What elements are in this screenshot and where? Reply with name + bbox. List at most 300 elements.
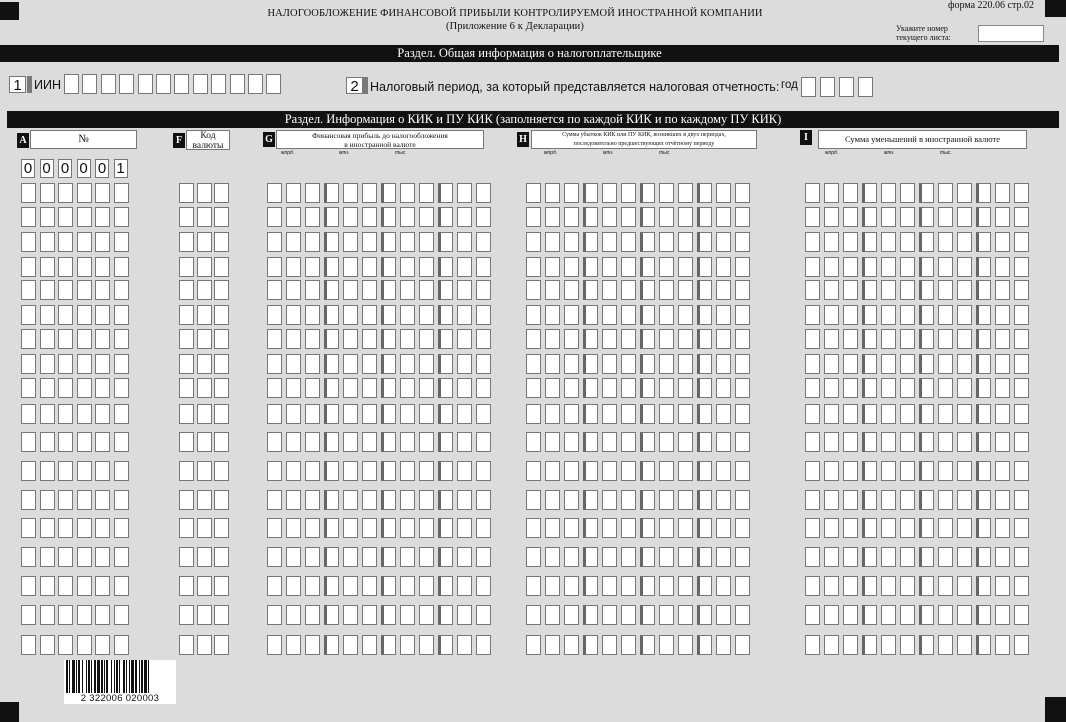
losses-amount-cell[interactable]: [716, 635, 731, 655]
reductions-amount-cell[interactable]: [995, 305, 1010, 325]
losses-amount-cell[interactable]: [526, 305, 541, 325]
reductions-amount-cell[interactable]: [1014, 207, 1029, 227]
losses-amount-cell[interactable]: [564, 635, 579, 655]
reductions-amount-cell[interactable]: [995, 635, 1010, 655]
financial-profit-cell[interactable]: [324, 432, 339, 452]
currency-code-cell[interactable]: [179, 207, 194, 227]
row-number-cell[interactable]: [58, 183, 73, 203]
financial-profit-cell[interactable]: [438, 183, 453, 203]
row-number-cell[interactable]: [77, 305, 92, 325]
reductions-amount-cell[interactable]: [938, 329, 953, 349]
currency-code-cell[interactable]: [214, 518, 229, 538]
losses-amount-cell[interactable]: [583, 518, 598, 538]
losses-amount-cell[interactable]: [602, 432, 617, 452]
reductions-amount-cell[interactable]: [957, 432, 972, 452]
losses-amount-cell[interactable]: [678, 404, 693, 424]
financial-profit-cell[interactable]: [362, 576, 377, 596]
reductions-amount-cell[interactable]: [824, 518, 839, 538]
reductions-amount-cell[interactable]: [881, 576, 896, 596]
row-number-cell[interactable]: [58, 207, 73, 227]
financial-profit-cell[interactable]: [343, 490, 358, 510]
reductions-amount-cell[interactable]: [900, 605, 915, 625]
reductions-amount-cell[interactable]: [957, 635, 972, 655]
reductions-amount-cell[interactable]: [995, 518, 1010, 538]
reductions-amount-cell[interactable]: [843, 490, 858, 510]
year-digit-cell[interactable]: [801, 77, 816, 97]
row-number-cell[interactable]: [40, 635, 55, 655]
financial-profit-cell[interactable]: [438, 490, 453, 510]
reductions-amount-cell[interactable]: [976, 404, 991, 424]
row-number-cell[interactable]: [114, 404, 129, 424]
reductions-amount-cell[interactable]: [805, 232, 820, 252]
financial-profit-cell[interactable]: [305, 605, 320, 625]
financial-profit-cell[interactable]: [381, 183, 396, 203]
row-number-cell[interactable]: [114, 635, 129, 655]
financial-profit-cell[interactable]: [381, 432, 396, 452]
reductions-amount-cell[interactable]: [900, 232, 915, 252]
reductions-amount-cell[interactable]: [995, 183, 1010, 203]
financial-profit-cell[interactable]: [476, 280, 491, 300]
reductions-amount-cell[interactable]: [919, 432, 934, 452]
reductions-amount-cell[interactable]: [976, 232, 991, 252]
currency-code-cell[interactable]: [179, 354, 194, 374]
row-number-cell[interactable]: [58, 490, 73, 510]
reductions-amount-cell[interactable]: [938, 518, 953, 538]
reductions-amount-cell[interactable]: [862, 605, 877, 625]
reductions-amount-cell[interactable]: [805, 635, 820, 655]
row-number-cell[interactable]: [95, 257, 110, 277]
row-number-cell[interactable]: [40, 432, 55, 452]
reductions-amount-cell[interactable]: [957, 461, 972, 481]
row-number-cell[interactable]: [21, 378, 36, 398]
losses-amount-cell[interactable]: [526, 547, 541, 567]
financial-profit-cell[interactable]: [343, 183, 358, 203]
losses-amount-cell[interactable]: [735, 547, 750, 567]
iin-digit-cell[interactable]: [156, 74, 171, 94]
losses-amount-cell[interactable]: [640, 490, 655, 510]
financial-profit-cell[interactable]: [438, 518, 453, 538]
losses-amount-cell[interactable]: [735, 305, 750, 325]
losses-amount-cell[interactable]: [564, 305, 579, 325]
losses-amount-cell[interactable]: [697, 576, 712, 596]
financial-profit-cell[interactable]: [286, 605, 301, 625]
reductions-amount-cell[interactable]: [976, 547, 991, 567]
currency-code-cell[interactable]: [197, 605, 212, 625]
reductions-amount-cell[interactable]: [957, 305, 972, 325]
losses-amount-cell[interactable]: [621, 547, 636, 567]
reductions-amount-cell[interactable]: [976, 207, 991, 227]
currency-code-cell[interactable]: [179, 329, 194, 349]
losses-amount-cell[interactable]: [659, 207, 674, 227]
financial-profit-cell[interactable]: [324, 329, 339, 349]
reductions-amount-cell[interactable]: [900, 490, 915, 510]
losses-amount-cell[interactable]: [545, 183, 560, 203]
financial-profit-cell[interactable]: [267, 257, 282, 277]
losses-amount-cell[interactable]: [526, 207, 541, 227]
losses-amount-cell[interactable]: [735, 329, 750, 349]
losses-amount-cell[interactable]: [621, 378, 636, 398]
reductions-amount-cell[interactable]: [824, 432, 839, 452]
losses-amount-cell[interactable]: [659, 305, 674, 325]
financial-profit-cell[interactable]: [400, 490, 415, 510]
row-number-cell[interactable]: [40, 461, 55, 481]
reductions-amount-cell[interactable]: [976, 305, 991, 325]
row-number-cell[interactable]: [95, 432, 110, 452]
reductions-amount-cell[interactable]: [805, 605, 820, 625]
losses-amount-cell[interactable]: [716, 207, 731, 227]
reductions-amount-cell[interactable]: [824, 576, 839, 596]
reductions-amount-cell[interactable]: [957, 354, 972, 374]
losses-amount-cell[interactable]: [659, 354, 674, 374]
financial-profit-cell[interactable]: [476, 547, 491, 567]
losses-amount-cell[interactable]: [640, 305, 655, 325]
currency-code-cell[interactable]: [197, 404, 212, 424]
financial-profit-cell[interactable]: [362, 547, 377, 567]
reductions-amount-cell[interactable]: [900, 183, 915, 203]
losses-amount-cell[interactable]: [526, 518, 541, 538]
reductions-amount-cell[interactable]: [824, 547, 839, 567]
losses-amount-cell[interactable]: [602, 490, 617, 510]
reductions-amount-cell[interactable]: [1014, 183, 1029, 203]
row-number-cell[interactable]: [77, 635, 92, 655]
row-number-cell[interactable]: [40, 305, 55, 325]
reductions-amount-cell[interactable]: [843, 305, 858, 325]
financial-profit-cell[interactable]: [267, 404, 282, 424]
losses-amount-cell[interactable]: [697, 329, 712, 349]
financial-profit-cell[interactable]: [419, 354, 434, 374]
reductions-amount-cell[interactable]: [881, 490, 896, 510]
financial-profit-cell[interactable]: [400, 329, 415, 349]
reductions-amount-cell[interactable]: [805, 354, 820, 374]
financial-profit-cell[interactable]: [305, 183, 320, 203]
row-number-cell[interactable]: [40, 404, 55, 424]
reductions-amount-cell[interactable]: [824, 404, 839, 424]
reductions-amount-cell[interactable]: [957, 404, 972, 424]
row-number-cell[interactable]: [40, 518, 55, 538]
losses-amount-cell[interactable]: [564, 280, 579, 300]
financial-profit-cell[interactable]: [400, 207, 415, 227]
currency-code-cell[interactable]: [197, 378, 212, 398]
financial-profit-cell[interactable]: [400, 404, 415, 424]
financial-profit-cell[interactable]: [419, 183, 434, 203]
financial-profit-cell[interactable]: [476, 183, 491, 203]
losses-amount-cell[interactable]: [640, 354, 655, 374]
losses-amount-cell[interactable]: [716, 432, 731, 452]
losses-amount-cell[interactable]: [716, 461, 731, 481]
financial-profit-cell[interactable]: [400, 461, 415, 481]
row-number-cell[interactable]: [58, 605, 73, 625]
reductions-amount-cell[interactable]: [976, 432, 991, 452]
losses-amount-cell[interactable]: [602, 183, 617, 203]
losses-amount-cell[interactable]: [545, 378, 560, 398]
losses-amount-cell[interactable]: [545, 461, 560, 481]
financial-profit-cell[interactable]: [343, 329, 358, 349]
currency-code-cell[interactable]: [214, 329, 229, 349]
row-number-cell[interactable]: [95, 378, 110, 398]
financial-profit-cell[interactable]: [286, 280, 301, 300]
currency-code-cell[interactable]: [214, 232, 229, 252]
financial-profit-cell[interactable]: [476, 305, 491, 325]
losses-amount-cell[interactable]: [621, 518, 636, 538]
financial-profit-cell[interactable]: [419, 232, 434, 252]
reductions-amount-cell[interactable]: [805, 378, 820, 398]
currency-code-cell[interactable]: [179, 490, 194, 510]
row-number-cell[interactable]: [95, 518, 110, 538]
losses-amount-cell[interactable]: [602, 547, 617, 567]
reductions-amount-cell[interactable]: [900, 518, 915, 538]
financial-profit-cell[interactable]: [438, 461, 453, 481]
currency-code-cell[interactable]: [179, 605, 194, 625]
losses-amount-cell[interactable]: [640, 183, 655, 203]
currency-code-cell[interactable]: [214, 280, 229, 300]
reductions-amount-cell[interactable]: [862, 257, 877, 277]
losses-amount-cell[interactable]: [545, 635, 560, 655]
losses-amount-cell[interactable]: [697, 461, 712, 481]
reductions-amount-cell[interactable]: [957, 576, 972, 596]
losses-amount-cell[interactable]: [678, 257, 693, 277]
reductions-amount-cell[interactable]: [862, 305, 877, 325]
row-number-cell[interactable]: [21, 305, 36, 325]
losses-amount-cell[interactable]: [735, 378, 750, 398]
reductions-amount-cell[interactable]: [805, 183, 820, 203]
losses-amount-cell[interactable]: [659, 547, 674, 567]
losses-amount-cell[interactable]: [678, 576, 693, 596]
currency-code-cell[interactable]: [197, 432, 212, 452]
row-number-cell[interactable]: [21, 354, 36, 374]
losses-amount-cell[interactable]: [621, 305, 636, 325]
financial-profit-cell[interactable]: [324, 547, 339, 567]
losses-amount-cell[interactable]: [545, 329, 560, 349]
losses-amount-cell[interactable]: [659, 461, 674, 481]
reductions-amount-cell[interactable]: [862, 518, 877, 538]
financial-profit-cell[interactable]: [362, 490, 377, 510]
financial-profit-cell[interactable]: [267, 547, 282, 567]
financial-profit-cell[interactable]: [419, 547, 434, 567]
row-number-cell[interactable]: [95, 183, 110, 203]
financial-profit-cell[interactable]: [438, 547, 453, 567]
reductions-amount-cell[interactable]: [1014, 378, 1029, 398]
losses-amount-cell[interactable]: [659, 490, 674, 510]
currency-code-cell[interactable]: [197, 280, 212, 300]
financial-profit-cell[interactable]: [324, 378, 339, 398]
reductions-amount-cell[interactable]: [862, 183, 877, 203]
row-number-cell[interactable]: [58, 378, 73, 398]
year-digit-cell[interactable]: [820, 77, 835, 97]
row-number-cell[interactable]: [95, 329, 110, 349]
losses-amount-cell[interactable]: [678, 183, 693, 203]
row-number-cell[interactable]: [58, 329, 73, 349]
row-number-cell[interactable]: [40, 354, 55, 374]
losses-amount-cell[interactable]: [735, 576, 750, 596]
losses-amount-cell[interactable]: [602, 605, 617, 625]
financial-profit-cell[interactable]: [343, 305, 358, 325]
losses-amount-cell[interactable]: [526, 576, 541, 596]
losses-amount-cell[interactable]: [583, 329, 598, 349]
row-number-cell[interactable]: [95, 305, 110, 325]
reductions-amount-cell[interactable]: [824, 183, 839, 203]
row-number-cell[interactable]: [95, 576, 110, 596]
losses-amount-cell[interactable]: [526, 490, 541, 510]
losses-amount-cell[interactable]: [526, 605, 541, 625]
losses-amount-cell[interactable]: [602, 207, 617, 227]
reductions-amount-cell[interactable]: [976, 378, 991, 398]
reductions-amount-cell[interactable]: [1014, 518, 1029, 538]
losses-amount-cell[interactable]: [735, 404, 750, 424]
reductions-amount-cell[interactable]: [995, 378, 1010, 398]
reductions-amount-cell[interactable]: [919, 183, 934, 203]
financial-profit-cell[interactable]: [362, 280, 377, 300]
losses-amount-cell[interactable]: [697, 280, 712, 300]
reductions-amount-cell[interactable]: [805, 329, 820, 349]
currency-code-cell[interactable]: [179, 547, 194, 567]
losses-amount-cell[interactable]: [621, 432, 636, 452]
losses-amount-cell[interactable]: [526, 354, 541, 374]
reductions-amount-cell[interactable]: [938, 404, 953, 424]
financial-profit-cell[interactable]: [419, 518, 434, 538]
losses-amount-cell[interactable]: [621, 329, 636, 349]
reductions-amount-cell[interactable]: [1014, 576, 1029, 596]
losses-amount-cell[interactable]: [640, 232, 655, 252]
financial-profit-cell[interactable]: [343, 432, 358, 452]
row-number-cell[interactable]: [95, 635, 110, 655]
financial-profit-cell[interactable]: [438, 329, 453, 349]
financial-profit-cell[interactable]: [362, 232, 377, 252]
financial-profit-cell[interactable]: [286, 329, 301, 349]
reductions-amount-cell[interactable]: [881, 354, 896, 374]
currency-code-cell[interactable]: [179, 461, 194, 481]
reductions-amount-cell[interactable]: [957, 329, 972, 349]
reductions-amount-cell[interactable]: [995, 547, 1010, 567]
financial-profit-cell[interactable]: [419, 432, 434, 452]
iin-digit-cell[interactable]: [211, 74, 226, 94]
financial-profit-cell[interactable]: [419, 576, 434, 596]
financial-profit-cell[interactable]: [305, 329, 320, 349]
losses-amount-cell[interactable]: [583, 354, 598, 374]
losses-amount-cell[interactable]: [564, 490, 579, 510]
losses-amount-cell[interactable]: [621, 207, 636, 227]
row-number-cell[interactable]: [77, 183, 92, 203]
losses-amount-cell[interactable]: [583, 547, 598, 567]
reductions-amount-cell[interactable]: [900, 461, 915, 481]
losses-amount-cell[interactable]: [697, 518, 712, 538]
currency-code-cell[interactable]: [214, 490, 229, 510]
financial-profit-cell[interactable]: [343, 461, 358, 481]
reductions-amount-cell[interactable]: [938, 576, 953, 596]
losses-amount-cell[interactable]: [716, 378, 731, 398]
losses-amount-cell[interactable]: [621, 280, 636, 300]
losses-amount-cell[interactable]: [697, 257, 712, 277]
financial-profit-cell[interactable]: [476, 432, 491, 452]
financial-profit-cell[interactable]: [305, 305, 320, 325]
losses-amount-cell[interactable]: [640, 280, 655, 300]
financial-profit-cell[interactable]: [267, 605, 282, 625]
row-number-cell[interactable]: [114, 490, 129, 510]
row-number-cell[interactable]: [58, 232, 73, 252]
row-number-cell[interactable]: [77, 518, 92, 538]
reductions-amount-cell[interactable]: [862, 280, 877, 300]
row-number-cell[interactable]: [77, 461, 92, 481]
financial-profit-cell[interactable]: [381, 378, 396, 398]
reductions-amount-cell[interactable]: [824, 354, 839, 374]
financial-profit-cell[interactable]: [286, 461, 301, 481]
losses-amount-cell[interactable]: [583, 257, 598, 277]
reductions-amount-cell[interactable]: [1014, 605, 1029, 625]
financial-profit-cell[interactable]: [286, 183, 301, 203]
row-number-cell[interactable]: [114, 305, 129, 325]
reductions-amount-cell[interactable]: [824, 280, 839, 300]
reductions-amount-cell[interactable]: [900, 280, 915, 300]
reductions-amount-cell[interactable]: [843, 432, 858, 452]
currency-code-cell[interactable]: [214, 183, 229, 203]
financial-profit-cell[interactable]: [476, 490, 491, 510]
reductions-amount-cell[interactable]: [843, 518, 858, 538]
reductions-amount-cell[interactable]: [824, 232, 839, 252]
row-number-cell[interactable]: [21, 280, 36, 300]
losses-amount-cell[interactable]: [545, 547, 560, 567]
financial-profit-cell[interactable]: [400, 183, 415, 203]
row-number-cell[interactable]: [77, 605, 92, 625]
financial-profit-cell[interactable]: [476, 329, 491, 349]
financial-profit-cell[interactable]: [343, 280, 358, 300]
reductions-amount-cell[interactable]: [919, 257, 934, 277]
reductions-amount-cell[interactable]: [862, 490, 877, 510]
losses-amount-cell[interactable]: [583, 183, 598, 203]
row-number-cell[interactable]: [95, 280, 110, 300]
losses-amount-cell[interactable]: [564, 232, 579, 252]
reductions-amount-cell[interactable]: [938, 280, 953, 300]
reductions-amount-cell[interactable]: [957, 232, 972, 252]
row-number-cell[interactable]: [95, 404, 110, 424]
financial-profit-cell[interactable]: [324, 305, 339, 325]
row-number-cell[interactable]: [40, 207, 55, 227]
financial-profit-cell[interactable]: [457, 378, 472, 398]
reductions-amount-cell[interactable]: [1014, 305, 1029, 325]
financial-profit-cell[interactable]: [457, 518, 472, 538]
reductions-amount-cell[interactable]: [843, 207, 858, 227]
losses-amount-cell[interactable]: [564, 404, 579, 424]
financial-profit-cell[interactable]: [457, 461, 472, 481]
losses-amount-cell[interactable]: [716, 576, 731, 596]
financial-profit-cell[interactable]: [286, 207, 301, 227]
row-number-cell[interactable]: [114, 547, 129, 567]
financial-profit-cell[interactable]: [381, 576, 396, 596]
losses-amount-cell[interactable]: [545, 232, 560, 252]
row-number-cell[interactable]: [58, 518, 73, 538]
reductions-amount-cell[interactable]: [1014, 432, 1029, 452]
reductions-amount-cell[interactable]: [805, 207, 820, 227]
financial-profit-cell[interactable]: [267, 207, 282, 227]
currency-code-cell[interactable]: [214, 378, 229, 398]
financial-profit-cell[interactable]: [324, 605, 339, 625]
financial-profit-cell[interactable]: [343, 207, 358, 227]
financial-profit-cell[interactable]: [305, 280, 320, 300]
losses-amount-cell[interactable]: [602, 280, 617, 300]
row-number-cell[interactable]: [58, 305, 73, 325]
losses-amount-cell[interactable]: [564, 207, 579, 227]
financial-profit-cell[interactable]: [267, 280, 282, 300]
row-number-cell[interactable]: [77, 490, 92, 510]
reductions-amount-cell[interactable]: [881, 207, 896, 227]
financial-profit-cell[interactable]: [457, 305, 472, 325]
financial-profit-cell[interactable]: [305, 490, 320, 510]
reductions-amount-cell[interactable]: [881, 232, 896, 252]
financial-profit-cell[interactable]: [343, 257, 358, 277]
reductions-amount-cell[interactable]: [976, 490, 991, 510]
reductions-amount-cell[interactable]: [976, 257, 991, 277]
row-number-cell[interactable]: [77, 232, 92, 252]
losses-amount-cell[interactable]: [640, 518, 655, 538]
financial-profit-cell[interactable]: [457, 635, 472, 655]
